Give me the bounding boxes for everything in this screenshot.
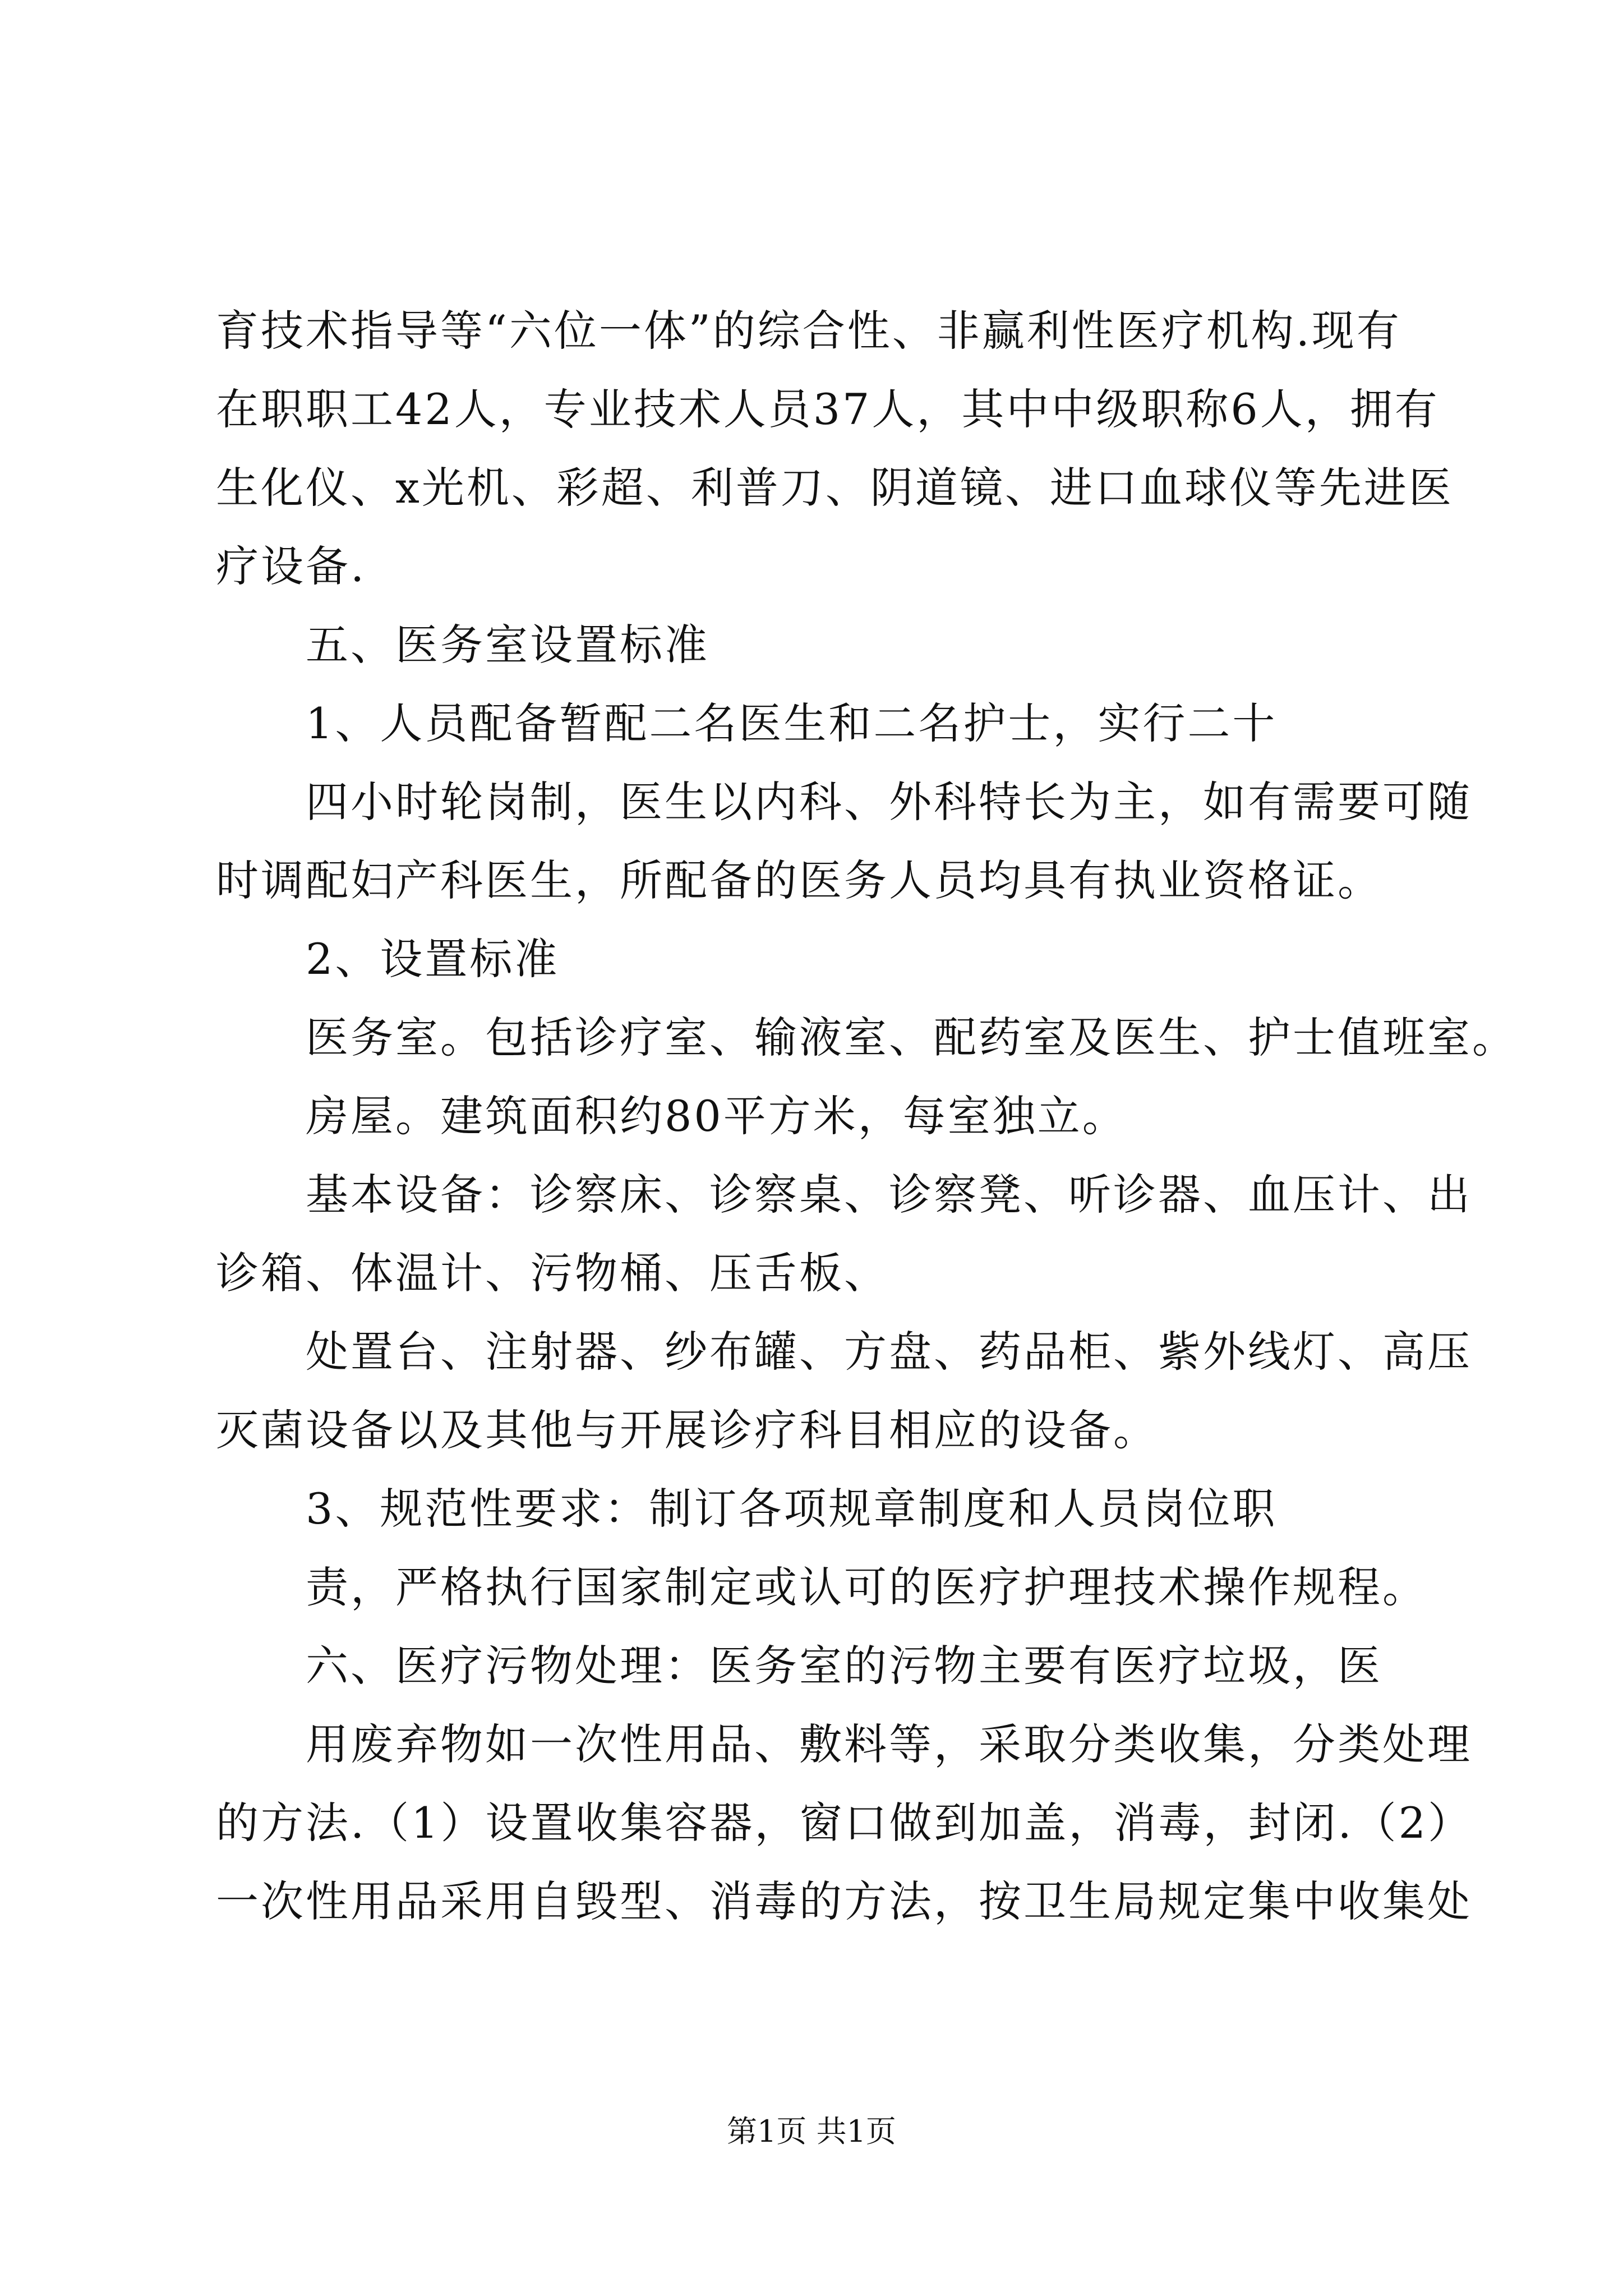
text-line: 的方法.（1）设置收集容器，窗口做到加盖，消毒，封闭.（2）: [216, 1798, 1473, 1848]
subsection-heading: 2、设置标准: [306, 934, 560, 984]
text-line: 在职职工42人，专业技术人员37人，其中中级职称6人，拥有: [216, 384, 1440, 434]
text-line: 育技术指导等“六位一体”的综合性、非赢利性医疗机构.现有: [216, 306, 1401, 356]
text-line: 医务室。包括诊疗室、输液室、配药室及医生、护士值班室。: [306, 1013, 1517, 1062]
section-heading: 六、医疗污物处理：医务室的污物主要有医疗垃圾，医: [306, 1641, 1382, 1691]
text-line: 用废弃物如一次性用品、敷料等，采取分类收集，分类处理: [306, 1719, 1472, 1769]
text-line: 房屋。建筑面积约80平方米，每室独立。: [306, 1091, 1127, 1141]
text-line: 1、人员配备暂配二名医生和二名护士，实行二十: [306, 698, 1278, 748]
text-line: 疗设备.: [216, 541, 367, 591]
document-body: [216, 292, 1517, 1941]
text-line: 四小时轮岗制，医生以内科、外科特长为主，如有需要可随: [306, 777, 1472, 827]
text-line: 时调配妇产科医生，所配备的医务人员均具有执业资格证。: [216, 855, 1382, 905]
text-line: 生化仪、x光机、彩超、利普刀、阴道镜、进口血球仪等先进医: [216, 463, 1454, 513]
text-line: 基本设备：诊察床、诊察桌、诊察凳、听诊器、血压计、出: [306, 1170, 1472, 1220]
text-line: 责，严格执行国家制定或认可的医疗护理技术操作规程。: [306, 1562, 1427, 1612]
text-line: 3、规范性要求：制订各项规章制度和人员岗位职: [306, 1484, 1278, 1534]
text-line: 一次性用品采用自毁型、消毒的方法，按卫生局规定集中收集处: [216, 1876, 1472, 1926]
page-footer: [0, 2109, 1623, 2154]
section-heading: 五、医务室设置标准: [306, 620, 709, 670]
text-line: 诊箱、体温计、污物桶、压舌板、: [216, 1248, 889, 1298]
text-line: 处置台、注射器、纱布罐、方盘、药品柜、紫外线灯、高压: [306, 1327, 1472, 1377]
page-number-label: 第1页 共1页: [727, 2114, 896, 2149]
text-line: 灭菌设备以及其他与开展诊疗科目相应的设备。: [216, 1405, 1158, 1455]
